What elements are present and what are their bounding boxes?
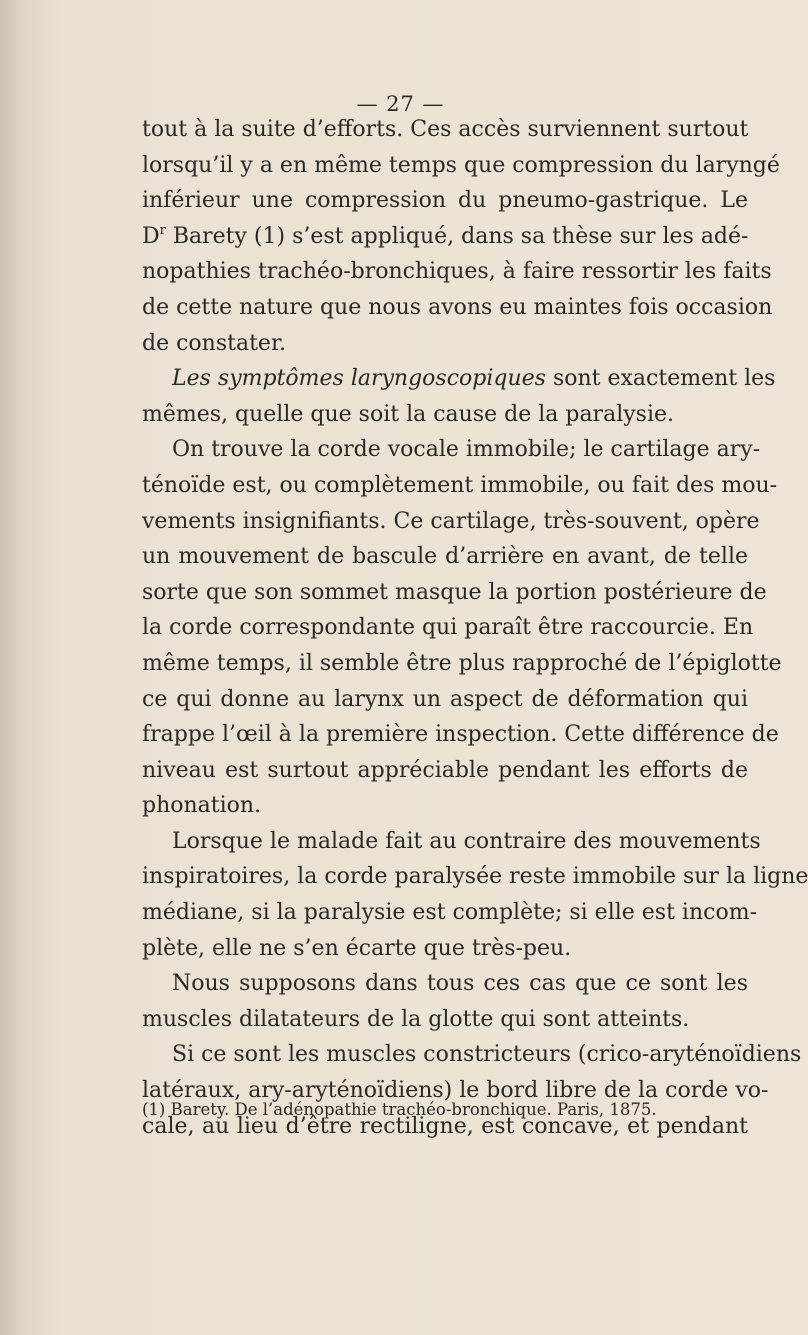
text-line: inférieur une compression du pneumo-gastrique. Le — [142, 188, 748, 214]
text-line: niveau est surtout appréciable pendant les efforts de — [142, 757, 748, 783]
text-line-rest: sont exactement les — [545, 366, 776, 392]
text-line: cale, au lieu d’être rectiligne, est concave, et pendant — [142, 1113, 748, 1139]
text-line: de constater. — [142, 330, 287, 356]
body-text — [142, 112, 808, 1144]
text-line-rest: Barety (1) s’est appliqué, dans sa thèse sur les adé- — [165, 223, 749, 249]
text-line: Nous supposons dans tous ces cas que ce sont les — [172, 971, 748, 997]
doctor-abbrev: D — [142, 223, 160, 249]
text-line: un mouvement de bascule d’arrière en avant, de telle — [142, 544, 748, 570]
text-line: muscles dilatateurs de la glotte qui sont atteints. — [142, 1006, 690, 1032]
text-line: On trouve la corde vocale immobile; le cartilage ary- — [172, 437, 761, 463]
italic-heading: Les symptômes laryngoscopiques — [172, 366, 546, 392]
footnote: (1) Barety. De l’adénopathie trachéo-bronchique. Paris, 1875. — [142, 1100, 657, 1119]
text-line — [142, 219, 748, 255]
page-number: — 27 — — [356, 92, 445, 116]
text-line: tout à la suite d’efforts. Ces accès surviennent surtout — [142, 117, 749, 142]
doctor-abbrev-superscript: r — [159, 222, 166, 238]
text-line: de cette nature que nous avons eu maintes fois occasion — [142, 294, 773, 320]
text-line: nopathies trachéo-bronchiques, à faire ressortir les faits — [142, 259, 772, 285]
text-line: mêmes, quelle que soit la cause de la paralysie. — [142, 401, 674, 427]
text-line: phonation. — [142, 793, 262, 819]
text-line: ténoïde est, ou complètement immobile, ou fait des mou- — [142, 472, 778, 498]
text-line: la corde correspondante qui paraît être raccourcie. En — [142, 615, 754, 641]
text-line: sorte que son sommet masque la portion postérieure de — [142, 579, 767, 605]
text-line: plète, elle ne s’en écarte que très-peu. — [142, 935, 572, 961]
text-line: lorsqu’il y a en même temps que compression du laryngé — [142, 152, 780, 178]
text-line: Lorsque le malade fait au contraire des mouvements — [172, 828, 761, 854]
text-line: même temps, il semble être plus rapproché de l’épiglotte — [142, 650, 782, 676]
text-line: médiane, si la paralysie est complète; si elle est incom- — [142, 900, 758, 926]
text-line: latéraux, ary-aryténoïdiens) le bord libre de la corde vo- — [142, 1078, 769, 1104]
text-line: Si ce sont les muscles constricteurs (crico-aryténoïdiens — [172, 1042, 802, 1068]
text-line: inspiratoires, la corde paralysée reste immobile sur la ligne — [142, 864, 808, 890]
text-line: ce qui donne au larynx un aspect de déformation qui — [142, 686, 748, 712]
text-line: vements insignifiants. Ce cartilage, très-souvent, opère — [142, 508, 760, 534]
text-line: frappe l’œil à la première inspection. Cette différence de — [142, 722, 779, 748]
text-line — [142, 361, 776, 397]
